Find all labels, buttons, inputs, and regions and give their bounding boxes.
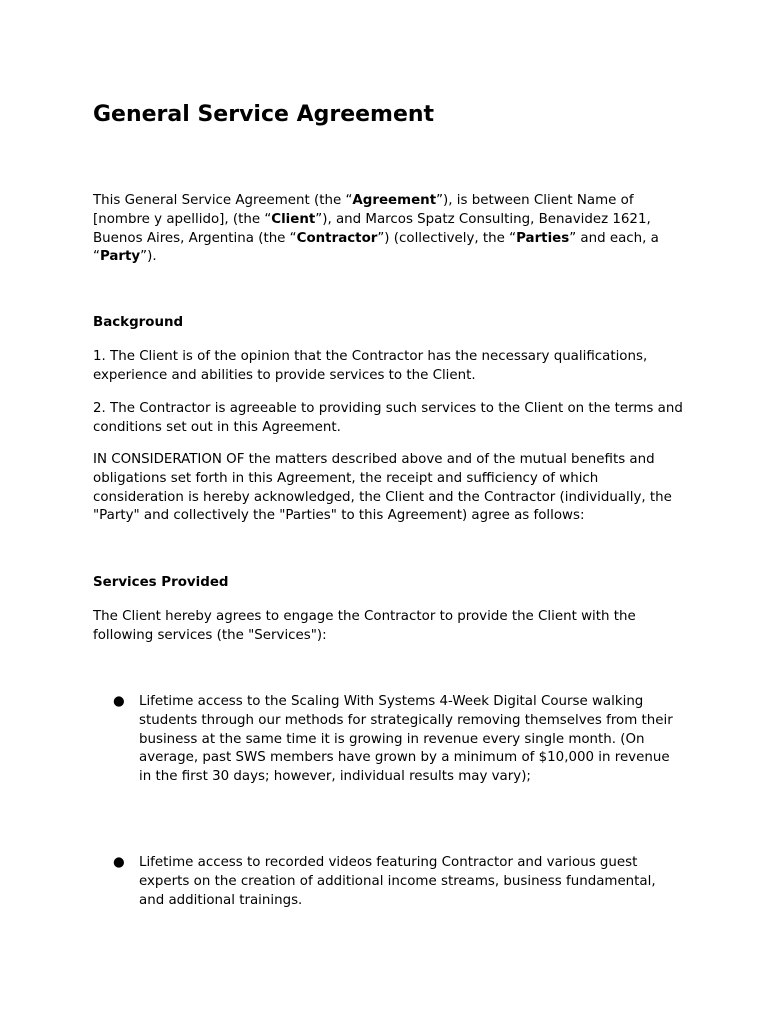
background-item-2: 2. The Contractor is agreeable to providing such services to the Client on the terms and conditions set out in this Agreement. bbox=[93, 401, 683, 435]
term-client: Client bbox=[271, 211, 316, 227]
services-heading: Services Provided bbox=[93, 575, 229, 590]
document-title: General Service Agreement bbox=[93, 102, 435, 127]
list-item-text: Lifetime access to recorded videos featuring Contractor and various guest experts on the creation of additional income streams, business fundamental, and additional trainings. bbox=[139, 855, 656, 908]
term-agreement: Agreement bbox=[352, 193, 437, 208]
intro-text: ”), and Marcos Spatz Consulting, Benavidez 1621, Buenos Aires, Argentina (the “ bbox=[93, 211, 651, 246]
services-intro: The Client hereby agrees to engage the Contractor to provide the Client with the following services (the "Services"): bbox=[93, 609, 636, 643]
term-party: Party bbox=[99, 249, 141, 265]
background-item-1: 1. The Client is of the opinion that the Contractor has the necessary qualifications, experience and abilities to provide services to the Client. bbox=[93, 349, 648, 383]
term-contractor: Contractor bbox=[296, 230, 378, 246]
consideration-paragraph: IN CONSIDERATION OF the matters described above and of the mutual benefits and obligations set forth in this Agreement, the receipt and sufficiency of which consideration is hereby acknowledged, the Client and the Contractor (individually, the "Party" and collectively the "Parties" to this Agreement) agree as follows: bbox=[93, 452, 672, 524]
list-item bbox=[113, 693, 683, 787]
intro-text: ”), is between Client Name of [nombre y apellido], (the “ bbox=[93, 193, 634, 227]
intro-text: This General Service Agreement (the “ bbox=[93, 193, 353, 208]
intro-paragraph bbox=[93, 192, 683, 267]
term-parties: Parties bbox=[516, 230, 570, 246]
intro-text: ”) (collectively, the “ bbox=[377, 230, 517, 246]
intro-text: ” and each, a “ bbox=[93, 230, 659, 265]
intro-text: ”). bbox=[140, 249, 157, 265]
bullet-icon: ● bbox=[113, 855, 125, 870]
list-item bbox=[113, 854, 683, 910]
background-heading: Background bbox=[93, 315, 184, 330]
bullet-icon: ● bbox=[113, 694, 125, 709]
list-item-text: Lifetime access to the Scaling With Systems 4-Week Digital Course walking students through our methods for strategically removing themselves from their business at the same time it is growing in revenue every single month. (On average, past SWS members have grown by a minimum of $10,000 in revenue in the first 30 days; however, individual results may vary); bbox=[139, 694, 673, 785]
